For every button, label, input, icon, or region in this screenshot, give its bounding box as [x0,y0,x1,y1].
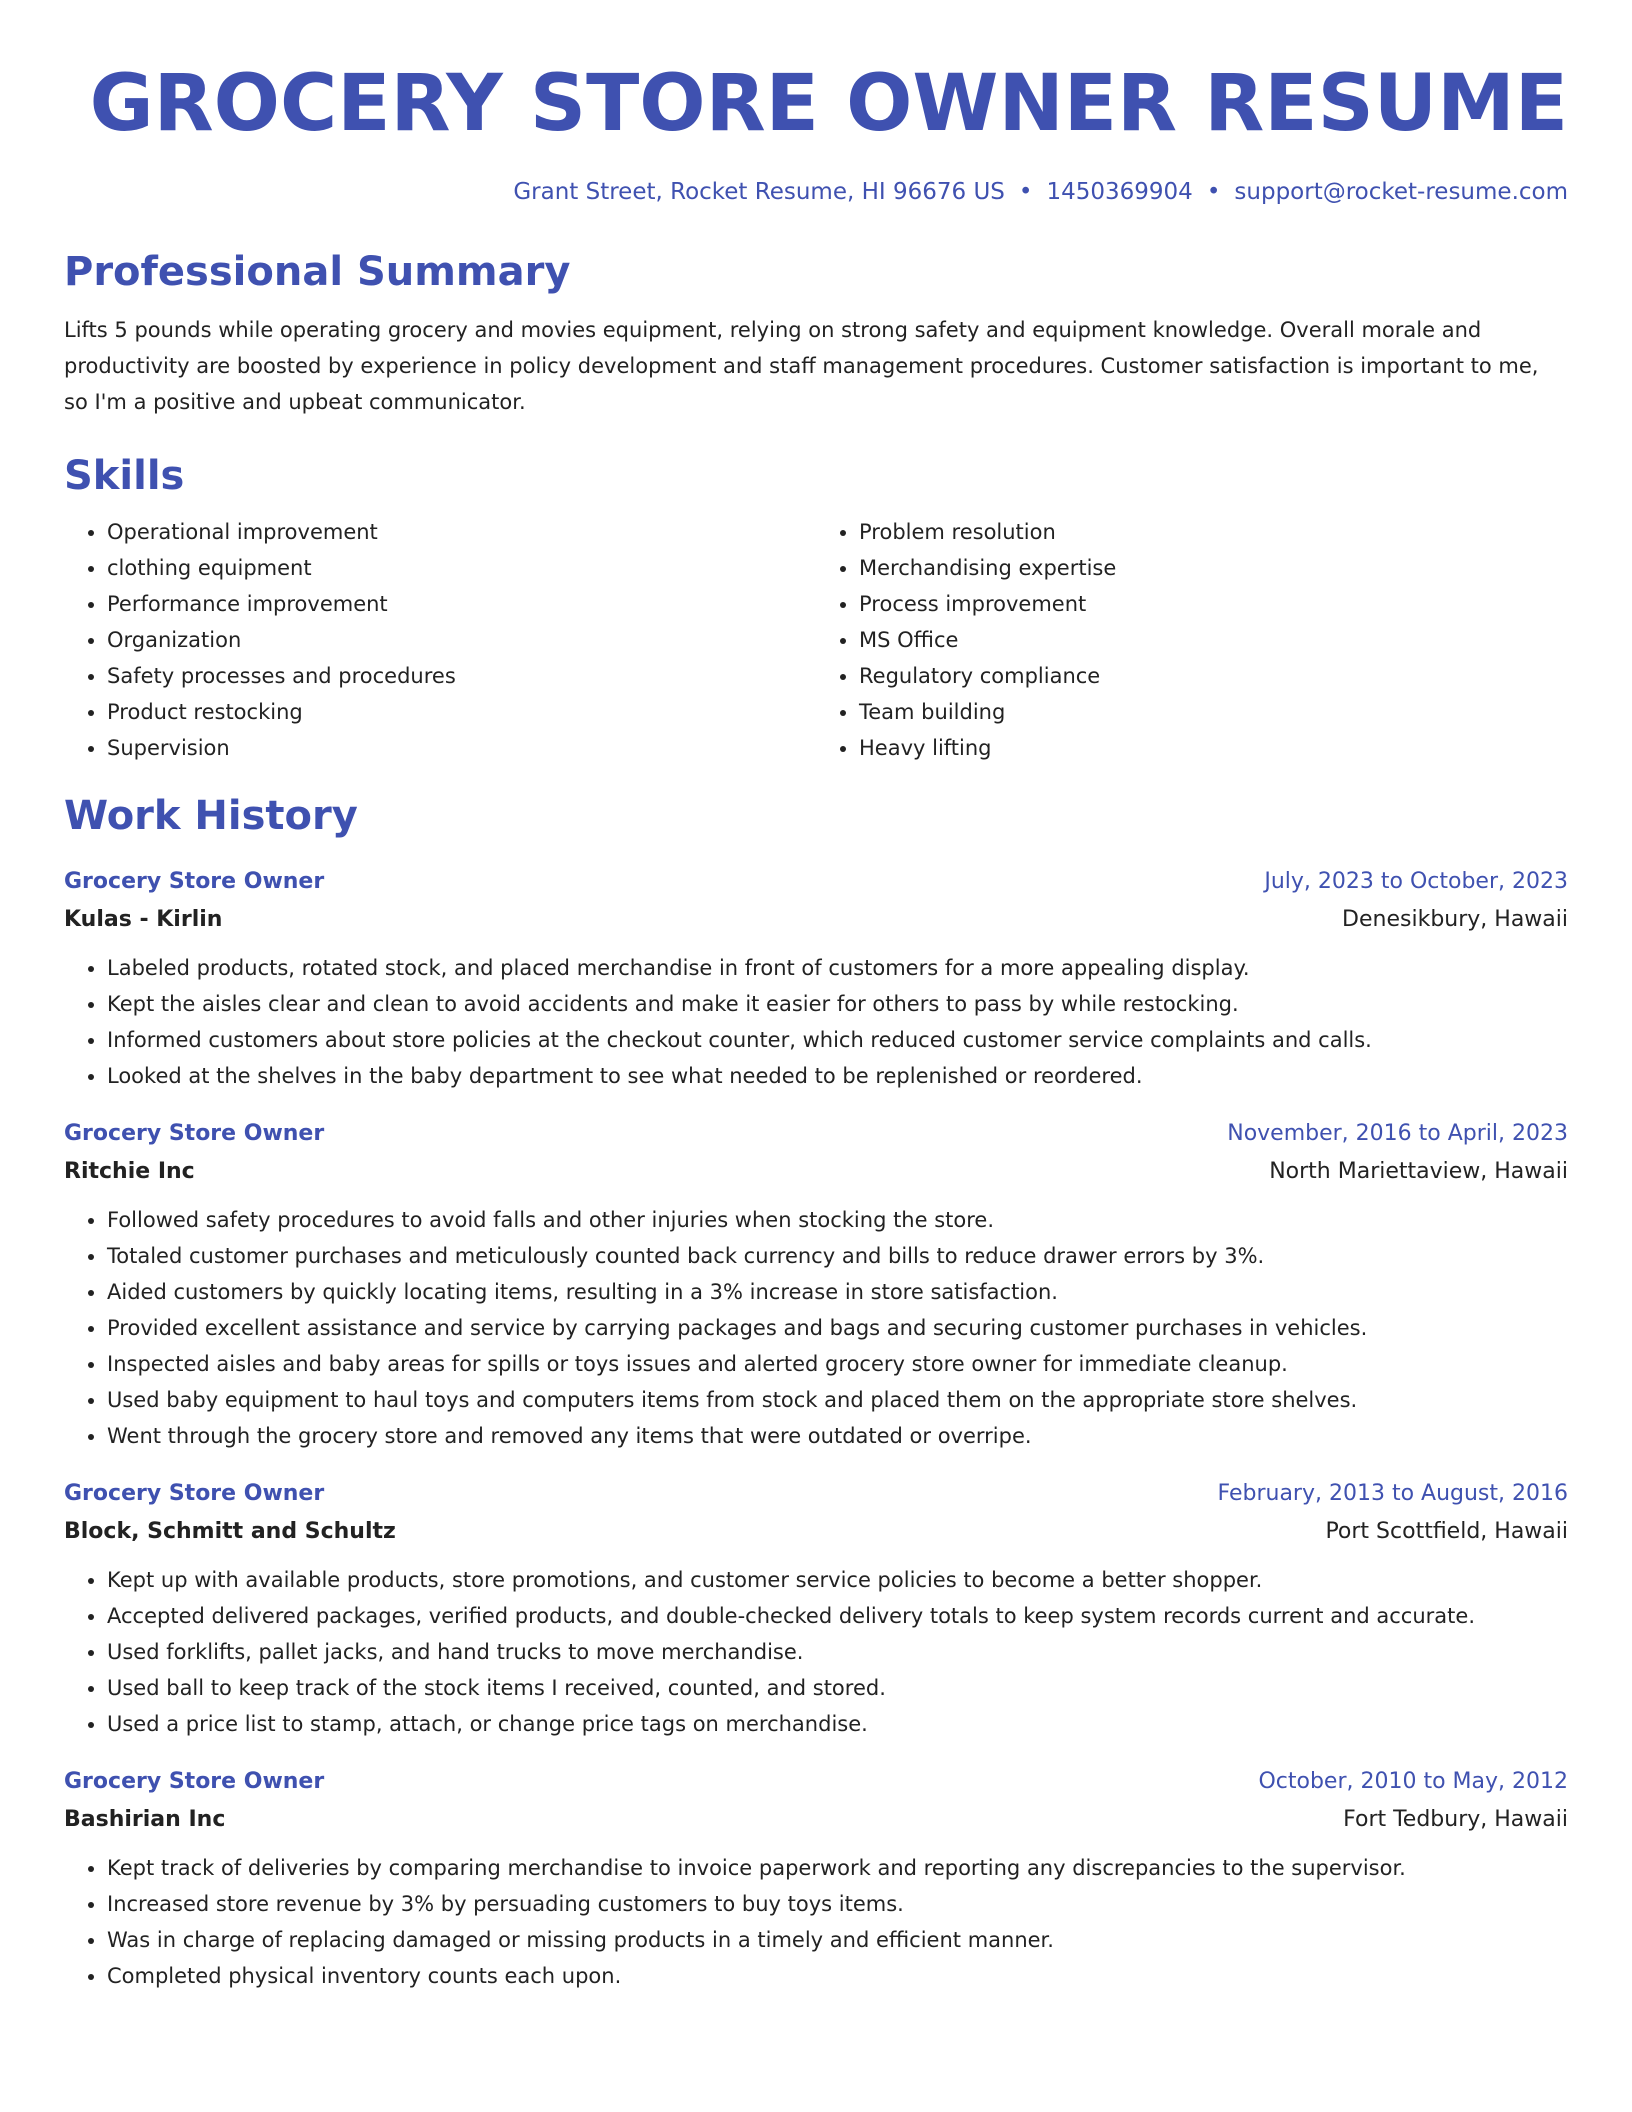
job-header-row [64,1116,1568,1152]
job-location: Denesikbury, Hawaii [1342,907,1568,932]
skill-item: • Heavy lifting [859,730,1568,766]
job-bullet: • Completed physical inventory counts each upon. [107,1958,1568,1994]
job-bullets [64,1850,1568,1994]
skill-item: • Product restocking [107,694,816,730]
job-bullet: • Looked at the shelves in the baby department to see what needed to be replenished or reordered. [107,1058,1568,1094]
summary-heading: Professional Summary [64,249,571,295]
skill-item: • Team building [859,694,1568,730]
contact-phone: 1450369904 [1046,179,1193,205]
job-company: Bashirian Inc [64,1807,226,1832]
summary-text: Lifts 5 pounds while operating grocery and movies equipment, relying on strong safety and equipment knowledge. Overall morale and productivity are boosted by experience in policy development and staff management procedures. Customer satisfaction is important to me, so I'm a positive and upbeat communicator. [64,318,1539,414]
job-bullet: • Followed safety procedures to avoid falls and other injuries when stocking the store. [107,1202,1568,1238]
skill-item: • clothing equipment [107,550,816,586]
skill-item: • Supervision [107,730,816,766]
job-dates: October, 2010 to May, 2012 [1258,1769,1568,1794]
job-bullet: • Labeled products, rotated stock, and placed merchandise in front of customers for a more appealing display. [107,950,1568,986]
job-bullet: • Used ball to keep track of the stock items I received, counted, and stored. [107,1670,1568,1706]
job-title: Grocery Store Owner [64,1769,325,1794]
job-location: Fort Tedbury, Hawaii [1343,1807,1568,1832]
job-bullets [64,1202,1568,1454]
job-company: Block, Schmitt and Schultz [64,1519,396,1544]
job-company-row [64,1800,1568,1840]
job-bullet: • Totaled customer purchases and meticulously counted back currency and bills to reduce drawer errors by 3%. [107,1238,1568,1274]
skill-item: • Safety processes and procedures [107,658,816,694]
job-dates: November, 2016 to April, 2023 [1227,1121,1568,1146]
contact-email[interactable]: support@rocket-resume.com [1234,179,1568,205]
job-bullet: • Used a price list to stamp, attach, or change price tags on merchandise. [107,1706,1568,1742]
job-dates: July, 2023 to October, 2023 [1264,869,1568,894]
work-history-list [64,864,1568,1994]
skills-heading: Skills [64,453,185,499]
contact-line [64,176,1568,208]
job-bullet: • Provided excellent assistance and service by carrying packages and bags and securing customer purchases in vehicles. [107,1310,1568,1346]
work-history-heading: Work History [64,793,358,839]
job-dates: February, 2013 to August, 2016 [1217,1481,1568,1506]
skill-item: • Merchandising expertise [859,550,1568,586]
skill-item: • MS Office [859,622,1568,658]
job-entry [64,864,1568,1094]
job-bullet: • Used baby equipment to haul toys and computers items from stock and placed them on the appropriate store shelves. [107,1382,1568,1418]
skill-item: • Performance improvement [107,586,816,622]
job-bullet: • Went through the grocery store and removed any items that were outdated or overripe. [107,1418,1568,1454]
job-bullet: • Informed customers about store policies at the checkout counter, which reduced customer service complaints and calls. [107,1022,1568,1058]
job-bullet: • Kept up with available products, store promotions, and customer service policies to become a better shopper. [107,1562,1568,1598]
job-header-row [64,1764,1568,1800]
job-bullet: • Increased store revenue by 3% by persuading customers to buy toys items. [107,1886,1568,1922]
skill-item: • Problem resolution [859,514,1568,550]
job-location: North Mariettaview, Hawaii [1269,1159,1568,1184]
job-title: Grocery Store Owner [64,869,325,894]
job-title: Grocery Store Owner [64,1481,325,1506]
resume-title: GROCERY STORE OWNER RESUME [89,59,1568,149]
job-header-row [64,864,1568,900]
job-entry [64,1764,1568,1994]
skills-column-left [64,514,816,766]
job-title: Grocery Store Owner [64,1121,325,1146]
job-bullet: • Inspected aisles and baby areas for spills or toys issues and alerted grocery store owner for immediate cleanup. [107,1346,1568,1382]
skill-item: • Process improvement [859,586,1568,622]
job-bullets [64,1562,1568,1742]
job-entry [64,1476,1568,1742]
job-entry [64,1116,1568,1454]
job-bullets [64,950,1568,1094]
job-bullet: • Kept track of deliveries by comparing merchandise to invoice paperwork and reporting any discrepancies to the supervisor. [107,1850,1568,1886]
job-company-row [64,900,1568,940]
job-location: Port Scottfield, Hawaii [1325,1519,1568,1544]
job-bullet: • Aided customers by quickly locating items, resulting in a 3% increase in store satisfaction. [107,1274,1568,1310]
contact-separator: • [1206,179,1221,205]
skills-list [64,514,1568,766]
skill-item: • Organization [107,622,816,658]
job-company: Kulas - Kirlin [64,907,223,932]
job-bullet: • Used forklifts, pallet jacks, and hand trucks to move merchandise. [107,1634,1568,1670]
job-company-row [64,1512,1568,1552]
skills-column-right [816,514,1568,766]
job-company: Ritchie Inc [64,1159,195,1184]
skill-item: • Regulatory compliance [859,658,1568,694]
contact-separator: • [1018,179,1033,205]
job-bullet: • Kept the aisles clear and clean to avoid accidents and make it easier for others to pass by while restocking. [107,986,1568,1022]
skill-item: • Operational improvement [107,514,816,550]
job-header-row [64,1476,1568,1512]
contact-address: Grant Street, Rocket Resume, HI 96676 US [513,179,1005,205]
job-bullet: • Was in charge of replacing damaged or missing products in a timely and efficient manner. [107,1922,1568,1958]
job-company-row [64,1152,1568,1192]
job-bullet: • Accepted delivered packages, verified products, and double-checked delivery totals to keep system records current and accurate. [107,1598,1568,1634]
